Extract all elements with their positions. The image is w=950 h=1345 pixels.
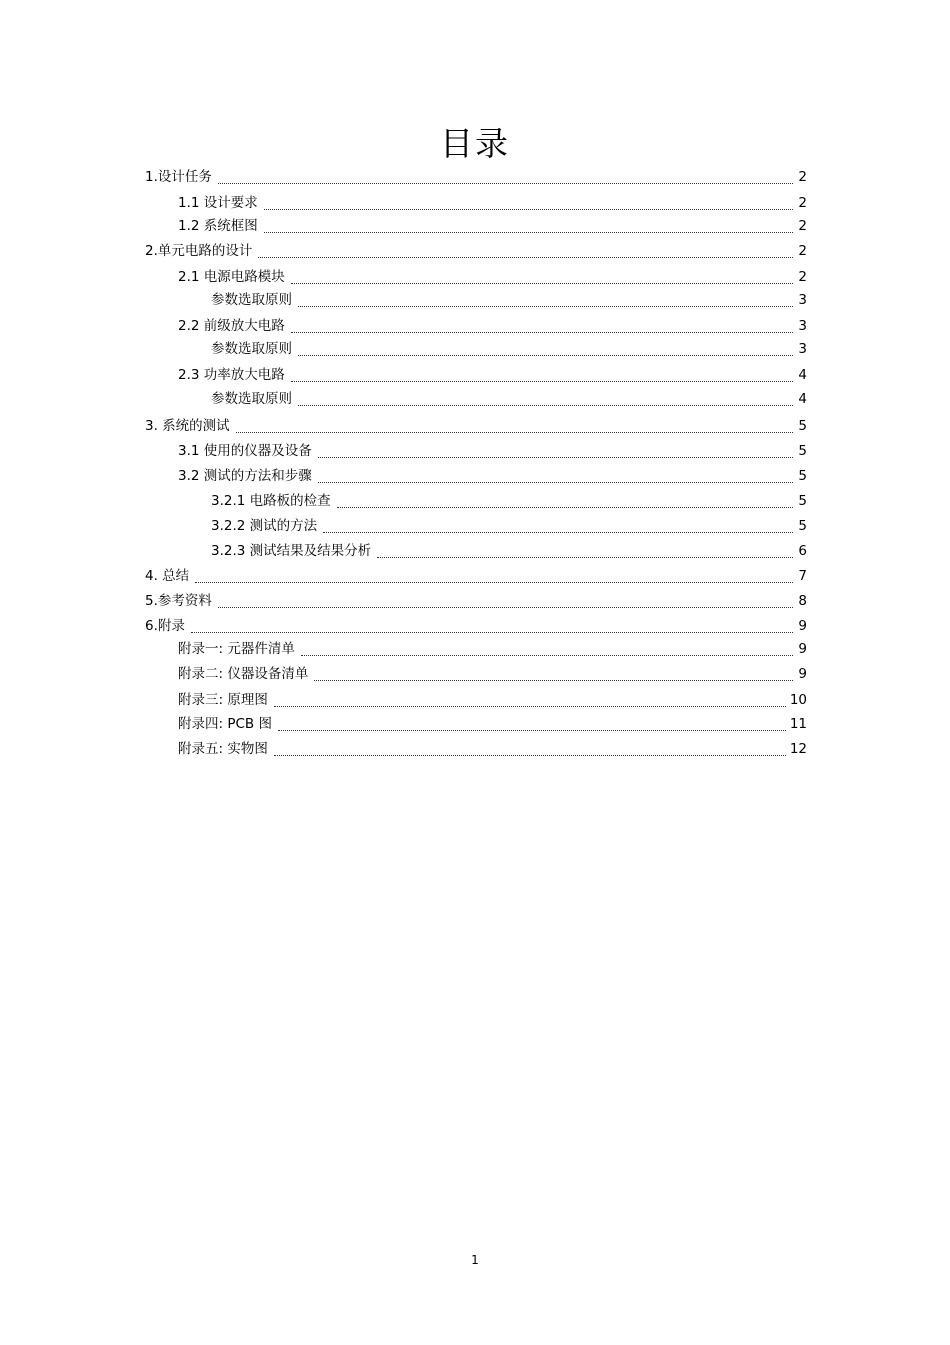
toc-entry-label: 1.2 系统框图 [178,218,258,234]
toc-leader-dots [264,220,793,233]
toc-entry-page: 2 [798,269,807,285]
toc-entry[interactable] [145,318,807,335]
toc-entry[interactable] [145,218,807,235]
toc-entry-label: 3.2.1 电路板的检查 [211,493,331,509]
toc-entry-page: 4 [798,391,807,407]
toc-entry-label: 附录五: 实物图 [178,741,268,757]
toc-entry-page: 5 [798,443,807,459]
toc-entry-label: 1.设计任务 [145,169,212,185]
toc-entry-page: 12 [789,741,807,757]
toc-entry[interactable] [145,692,807,709]
toc-leader-dots [236,420,793,433]
toc-leader-dots [337,495,793,508]
toc-entry-page: 9 [798,641,807,657]
toc-leader-dots [195,570,793,583]
toc-entry[interactable] [145,269,807,286]
toc-entry-page: 3 [798,292,807,308]
toc-leader-dots [298,294,793,307]
toc-entry-label: 3.2 测试的方法和步骤 [178,468,312,484]
toc-entry[interactable] [145,418,807,435]
toc-entry-page: 5 [798,493,807,509]
toc-leader-dots [274,694,786,707]
toc-entry-label: 2.单元电路的设计 [145,243,253,259]
toc-entry-label: 3.1 使用的仪器及设备 [178,443,312,459]
toc-entry-label: 附录二: 仪器设备清单 [178,666,309,682]
toc-entry[interactable] [145,543,807,560]
toc-entry-label: 4. 总结 [145,568,190,584]
toc-entry-page: 2 [798,195,807,211]
toc-leader-dots [314,668,793,681]
toc-entry[interactable] [145,443,807,460]
page-number: 1 [471,1253,479,1267]
toc-leader-dots [264,197,793,210]
toc-entry-page: 2 [798,243,807,259]
toc-leader-dots [318,445,793,458]
toc-entry[interactable] [145,468,807,485]
toc-leader-dots [278,718,786,731]
toc-leader-dots [377,545,793,558]
toc-entry-label: 3.2.2 测试的方法 [211,518,318,534]
toc-entry-page: 9 [798,666,807,682]
toc-entry-page: 6 [798,543,807,559]
toc-entry[interactable] [145,618,807,635]
toc-leader-dots [323,520,793,533]
toc-entry-page: 2 [798,218,807,234]
toc-leader-dots [298,343,793,356]
toc-entry-label: 5.参考资料 [145,593,212,609]
toc-entry-page: 3 [798,341,807,357]
toc-leader-dots [298,393,793,406]
toc-entry[interactable] [145,292,807,309]
toc-leader-dots [301,643,793,656]
toc-entry[interactable] [145,367,807,384]
toc-entry-label: 参数选取原则 [211,391,292,407]
toc-leader-dots [218,595,793,608]
toc-leader-dots [218,171,793,184]
toc-entry-label: 2.2 前级放大电路 [178,318,285,334]
toc-entry[interactable] [145,741,807,758]
toc-entry[interactable] [145,641,807,658]
toc-entry-label: 3. 系统的测试 [145,418,230,434]
toc-entry[interactable] [145,341,807,358]
toc-leader-dots [291,271,793,284]
toc-entry-label: 附录三: 原理图 [178,692,268,708]
toc-entry-label: 2.1 电源电路模块 [178,269,285,285]
toc-entry-label: 2.3 功率放大电路 [178,367,285,383]
toc-entry[interactable] [145,195,807,212]
toc-entry-label: 3.2.3 测试结果及结果分析 [211,543,372,559]
toc-entry-page: 5 [798,468,807,484]
toc-entry-label: 附录一: 元器件清单 [178,641,295,657]
toc-leader-dots [258,245,793,258]
toc-entry-page: 7 [798,568,807,584]
toc-leader-dots [291,320,793,333]
toc-entry-page: 5 [798,418,807,434]
toc-entry-label: 6.附录 [145,618,185,634]
toc-entry[interactable] [145,568,807,585]
page-title: 目录 [440,124,510,163]
toc-entry-page: 3 [798,318,807,334]
toc-entry[interactable] [145,169,807,186]
toc-entry-page: 2 [798,169,807,185]
toc-leader-dots [191,620,793,633]
toc-entry-page: 4 [798,367,807,383]
toc-entry-page: 8 [798,593,807,609]
toc-entry[interactable] [145,243,807,260]
toc-entry-page: 5 [798,518,807,534]
toc-entry[interactable] [145,391,807,408]
toc-leader-dots [291,369,793,382]
toc-entry[interactable] [145,593,807,610]
toc-entry[interactable] [145,518,807,535]
toc-entry[interactable] [145,716,807,733]
toc-entry-label: 1.1 设计要求 [178,195,258,211]
toc-entry-label: 参数选取原则 [211,292,292,308]
toc-entry-label: 附录四: PCB 图 [178,716,272,732]
toc-leader-dots [318,470,793,483]
toc-entry-label: 参数选取原则 [211,341,292,357]
toc-entry-page: 11 [789,716,807,732]
toc-leader-dots [274,743,786,756]
toc-entry[interactable] [145,493,807,510]
toc-entry-page: 9 [798,618,807,634]
toc-entry-page: 10 [789,692,807,708]
toc-entry[interactable] [145,666,807,683]
